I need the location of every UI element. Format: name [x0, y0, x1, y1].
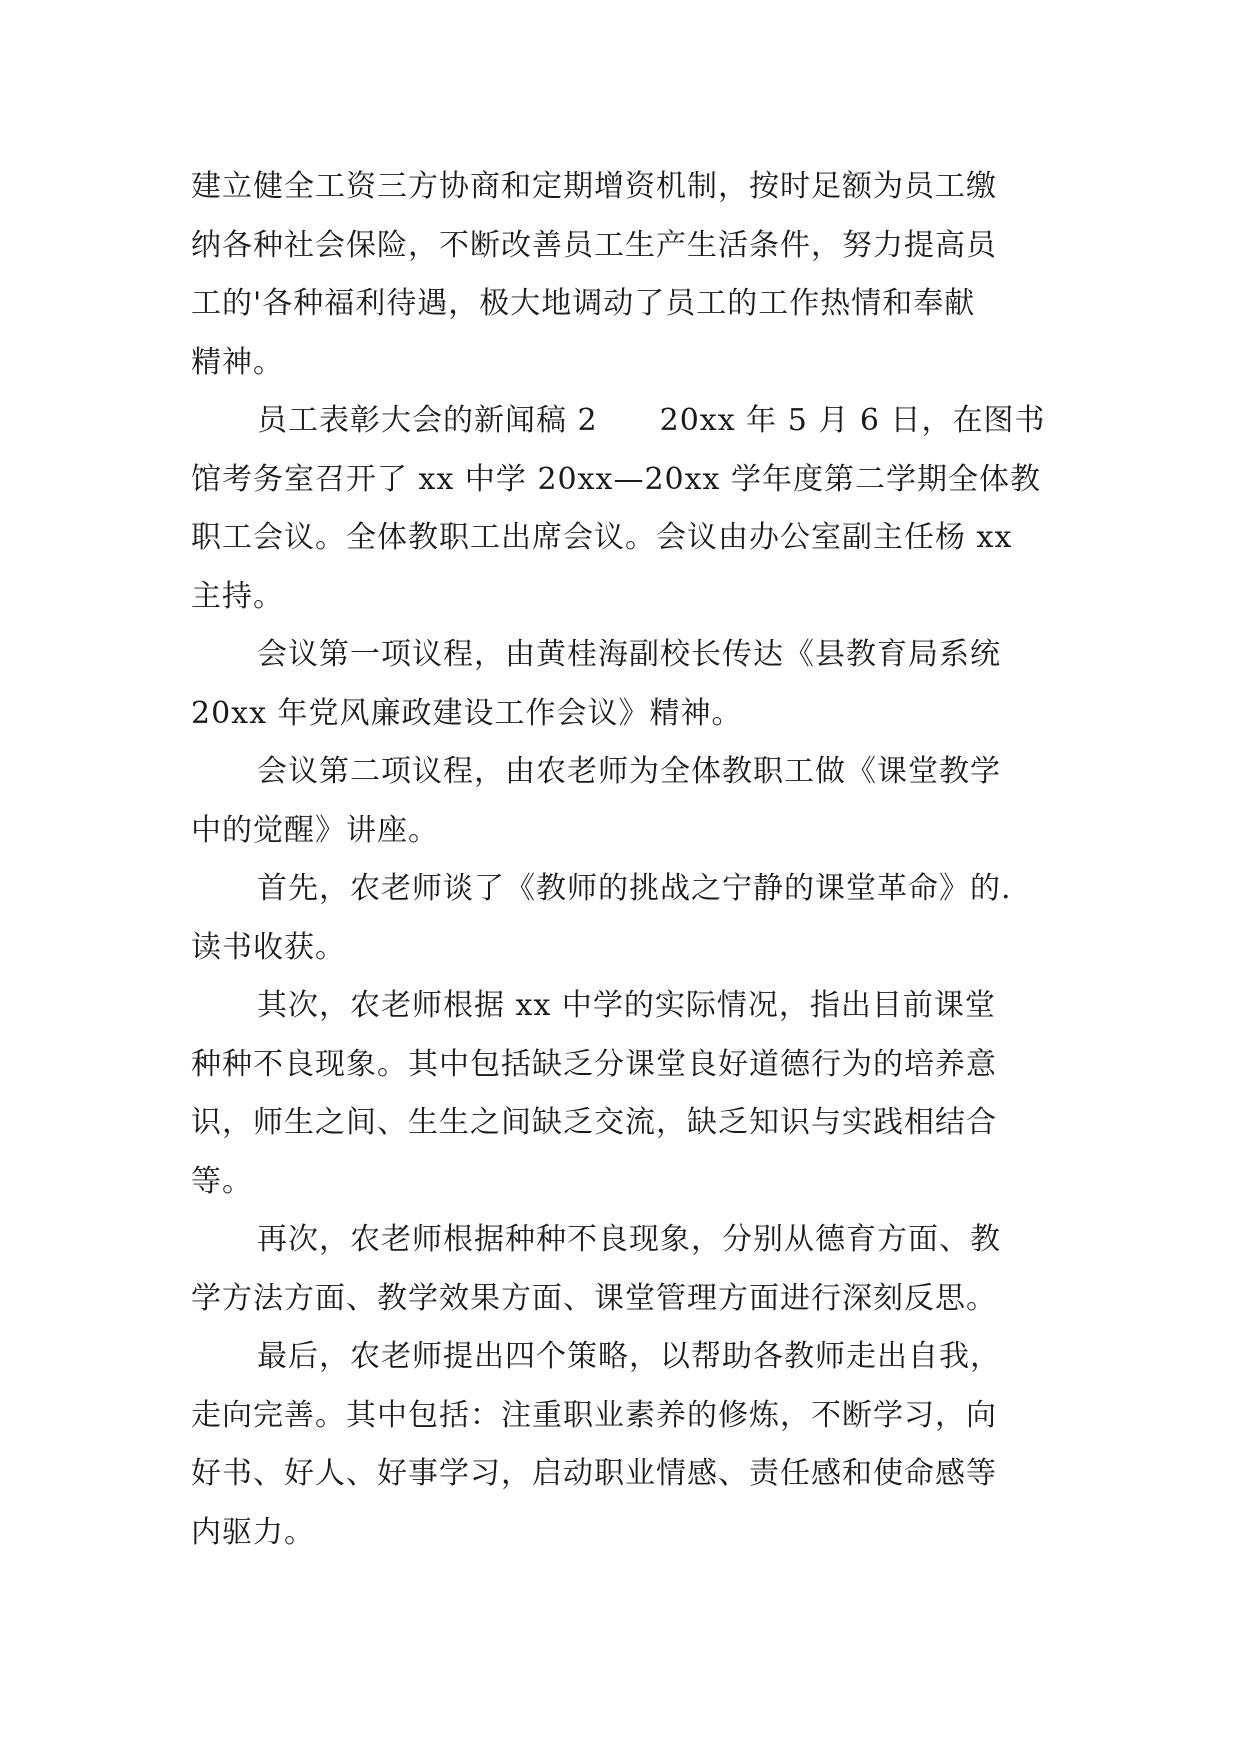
- text-line: 馆考务室召开了 xx 中学 20xx—20xx 学年度第二学期全体教: [191, 461, 1042, 497]
- paragraph: [191, 158, 1051, 392]
- paragraph: [191, 1328, 1051, 1562]
- paragraph: [191, 743, 1051, 860]
- text-line: 首先，农老师谈了《教师的挑战之宁静的课堂革命》的.: [257, 871, 1012, 906]
- text-line: 再次，农老师根据种种不良现象，分别从德育方面、教: [257, 1222, 1001, 1257]
- text-line: 最后，农老师提出四个策略，以帮助各教师走出自我，: [257, 1339, 1001, 1374]
- text-line: 建立健全工资三方协商和定期增资机制，按时足额为员工缴: [191, 169, 997, 204]
- text-line: 员工表彰大会的新闻稿 2 20xx 年 5 月 6 日，在图书: [257, 403, 1046, 438]
- text-line: 会议第一项议程，由黄桂海副校长传达《县教育局系统: [257, 637, 1001, 672]
- text-line: 学方法方面、教学效果方面、课堂管理方面进行深刻反思。: [191, 1280, 997, 1316]
- text-line: 主持。: [191, 578, 284, 614]
- text-line: 好书、好人、好事学习，启动职业情感、责任感和使命感等: [191, 1456, 997, 1491]
- text-line: 纳各种社会保险，不断改善员工生产生活条件，努力提高员: [191, 227, 997, 263]
- text-line: 内驱力。: [191, 1514, 315, 1550]
- paragraph: [191, 977, 1051, 1211]
- paragraph: [191, 626, 1051, 743]
- text-line: 等。: [191, 1163, 253, 1199]
- text-line: 中的觉醒》讲座。: [191, 812, 439, 848]
- text-line: 精神。: [191, 344, 284, 380]
- paragraph: [191, 1211, 1051, 1328]
- text-line: 20xx 年党风廉政建设工作会议》精神。: [191, 695, 743, 731]
- text-line: 其次，农老师根据 xx 中学的实际情况，指出目前课堂: [257, 988, 996, 1023]
- text-line: 识，师生之间、生生之间缺乏交流，缺乏知识与实践相结合: [191, 1105, 997, 1140]
- text-line: 会议第二项议程，由农老师为全体教职工做《课堂教学: [257, 754, 1001, 789]
- paragraph: [191, 860, 1051, 977]
- text-line: 读书收获。: [191, 929, 346, 965]
- document-body: [191, 158, 1051, 1562]
- text-line: 工的'各种福利待遇，极大地调动了员工的工作热情和奉献: [191, 286, 976, 321]
- text-line: 职工会议。全体教职工出席会议。会议由办公室副主任杨 xx: [191, 520, 1013, 555]
- paragraph: [191, 392, 1051, 626]
- text-line: 走向完善。其中包括：注重职业素养的修炼，不断学习，向: [191, 1397, 997, 1433]
- text-line: 种种不良现象。其中包括缺乏分课堂良好道德行为的培养意: [191, 1046, 997, 1082]
